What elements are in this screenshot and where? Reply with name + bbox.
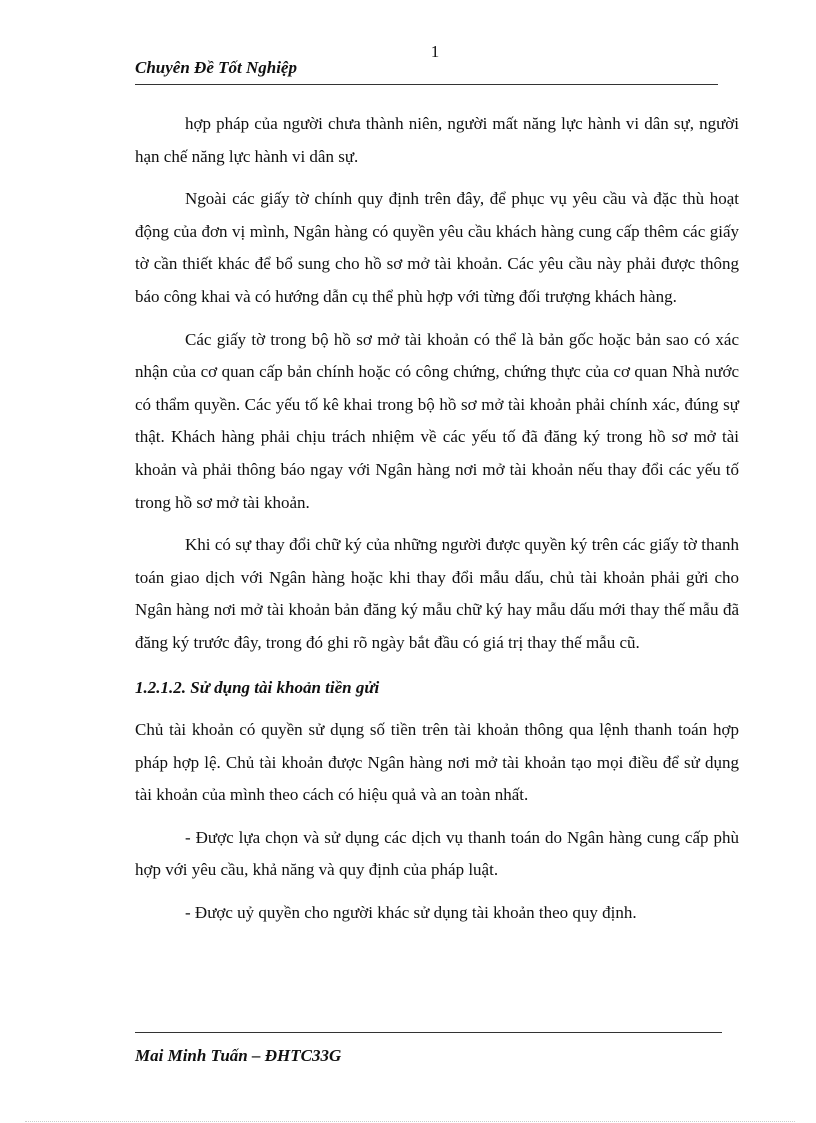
header-divider — [135, 84, 718, 85]
page-number: 1 — [430, 42, 440, 61]
section-heading: 1.2.1.2. Sử dụng tài khoản tiền gửi — [135, 677, 380, 697]
paragraph-continuation: hợp pháp của người chưa thành niên, người mất năng lực hành vi dân sự, người hạn chế năng lực hành vi dân sự. — [135, 114, 739, 166]
footer-author: Mai Minh Tuấn – ĐHTC33G — [135, 1046, 342, 1065]
page-bottom-edge — [25, 1121, 795, 1122]
paragraph-signature-change: Khi có sự thay đổi chữ ký của những người được quyền ký trên các giấy tờ thanh toán giao dịch với Ngân hàng hoặc khi thay đổi mẫu dấu, chủ tài khoản phải gửi cho Ngân hàng nơi mở tài khoản bản đăng ký mẫu chữ ký hay mẫu dấu mới thay thế mẫu đã đăng ký trước đây, trong đó ghi rõ ngày bắt đầu có giá trị thay thế mẫu cũ. — [135, 535, 739, 652]
list-item-authorization: - Được uỷ quyền cho người khác sử dụng tài khoản theo quy định. — [185, 903, 637, 923]
paragraph-additional-documents: Ngoài các giấy tờ chính quy định trên đây, để phục vụ yêu cầu và đặc thù hoạt động của đơn vị mình, Ngân hàng có quyền yêu cầu khách hàng cung cấp thêm các giấy tờ cần thiết khác để bổ sung cho hồ sơ mở tài khoản. Các yêu cầu này phải được thông báo công khai và có hướng dẫn cụ thể phù hợp với từng đối trượng khách hàng. — [135, 189, 739, 306]
footer-divider — [135, 1032, 722, 1033]
document-body — [135, 108, 739, 940]
header-title: Chuyên Đề Tốt Nghiệp — [135, 58, 297, 77]
paragraph-account-usage: Chủ tài khoản có quyền sử dụng số tiền trên tài khoản thông qua lệnh thanh toán hợp pháp hợp lệ. Chủ tài khoản được Ngân hàng nơi mở tài khoản tạo mọi điều để sử dụng tài khoản của mình theo cách có hiệu quả và an toàn nhất. — [135, 720, 739, 805]
list-item-payment-services: - Được lựa chọn và sử dụng các dịch vụ thanh toán do Ngân hàng cung cấp phù hợp với yêu cầu, khả năng và quy định của pháp luật. — [135, 827, 739, 880]
paragraph-document-copies: Các giấy tờ trong bộ hồ sơ mở tài khoản có thể là bản gốc hoặc bản sao có xác nhận của cơ quan cấp bản chính hoặc có công chứng, chứng thực của cơ quan Nhà nước có thẩm quyền. Các yếu tố kê khai trong bộ hồ sơ mở tài khoản phải chính xác, đúng sự thật. Khách hàng phải chịu trách nhiệm về các yếu tố đã đăng ký trong hồ sơ mở tài khoản và phải thông báo ngay với Ngân hàng nơi mở tài khoản nếu thay đổi các yếu tố trong hồ sơ mở tài khoản. — [135, 329, 739, 512]
